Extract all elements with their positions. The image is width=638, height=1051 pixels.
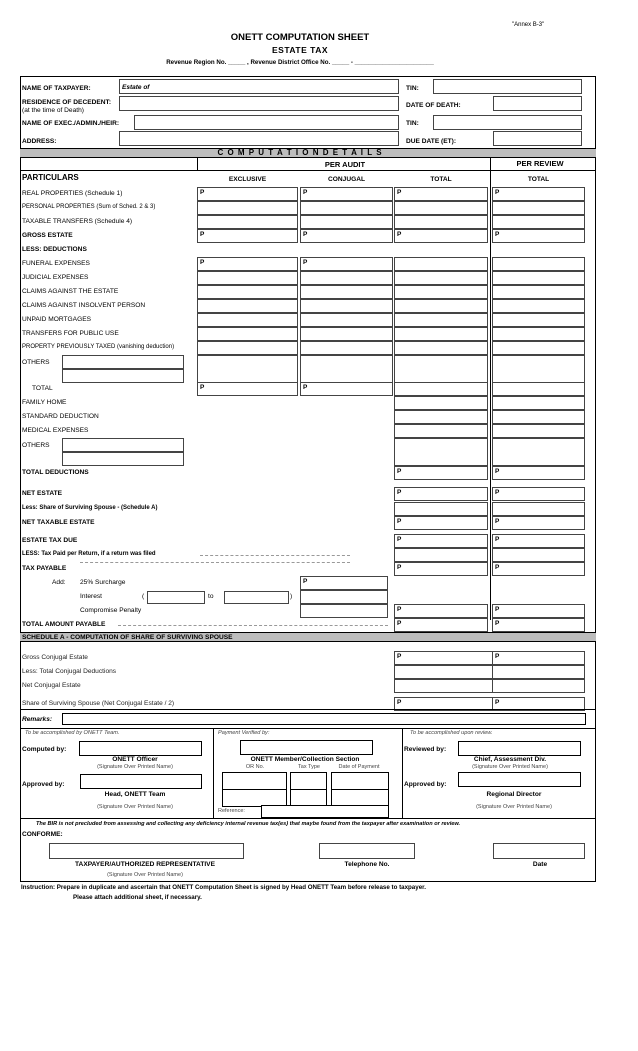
- row-label: TOTAL AMOUNT PAYABLE: [22, 621, 106, 628]
- others-field-2[interactable]: [62, 369, 184, 383]
- approved-by-2-field[interactable]: [458, 772, 581, 787]
- approved-by-field[interactable]: [80, 774, 202, 789]
- column-header-exclusive: EXCLUSIVE: [228, 176, 267, 183]
- schedule-row-label: Net Conjugal Estate: [22, 682, 81, 689]
- divider: [20, 818, 596, 819]
- row-label: TRANSFERS FOR PUBLIC USE: [22, 330, 119, 337]
- remarks-field[interactable]: [62, 713, 586, 725]
- amount-field-total[interactable]: [394, 299, 488, 313]
- amount-field-conjugal[interactable]: [300, 299, 393, 313]
- row-label: PROPERTY PREVIOUSLY TAXED (vanishing deduction): [22, 344, 175, 350]
- divider: [402, 728, 403, 818]
- others-field[interactable]: [62, 438, 184, 452]
- divider: [20, 709, 596, 710]
- director-label: Regional Director: [486, 791, 542, 798]
- amount-field-conjugal[interactable]: [300, 215, 393, 229]
- tax-type-label: Tax Type: [298, 764, 320, 770]
- amount-field-total[interactable]: P: [394, 516, 488, 530]
- onett-officer-label: ONETT Officer: [112, 756, 158, 763]
- amount-field-exclusive[interactable]: [197, 201, 298, 215]
- tin2-label: TIN:: [406, 120, 419, 127]
- reviewed-by-label: Reviewed by:: [404, 746, 447, 753]
- per-audit-header: PER AUDIT: [324, 160, 366, 169]
- amount-field-conjugal[interactable]: [300, 271, 393, 285]
- tax-type-field[interactable]: [290, 772, 327, 790]
- amount-field-review-total[interactable]: [492, 215, 585, 229]
- conforme-label: CONFORME:: [22, 831, 63, 838]
- dotted-leader: [200, 555, 350, 556]
- row-label: TAXABLE TRANSFERS (Schedule 4): [22, 218, 133, 225]
- amount-field-total[interactable]: [394, 424, 488, 438]
- row-label: UNPAID MORTGAGES: [22, 316, 91, 323]
- amount-field-conjugal[interactable]: [300, 341, 393, 355]
- amount-field-review-total[interactable]: [492, 313, 585, 327]
- amount-field-total[interactable]: P: [394, 466, 488, 480]
- paren-close: ): [290, 593, 293, 600]
- amount-field-total[interactable]: P: [394, 604, 488, 618]
- divider: [213, 728, 214, 818]
- column-header-total: TOTAL: [430, 176, 452, 183]
- amount-field-total[interactable]: [394, 201, 488, 215]
- amount-field-total[interactable]: P: [394, 534, 488, 548]
- schedule-amount-field[interactable]: [492, 665, 585, 679]
- amount-field-exclusive[interactable]: [197, 327, 298, 341]
- amount-field-exclusive[interactable]: [197, 215, 298, 229]
- amount-field-total[interactable]: [394, 410, 488, 424]
- amount-field-conjugal[interactable]: [300, 285, 393, 299]
- amount-field-review-total[interactable]: [492, 396, 585, 410]
- amount-field-review-total[interactable]: P: [492, 487, 585, 501]
- amount-field-conjugal[interactable]: [300, 590, 388, 604]
- amount-field-total[interactable]: [394, 271, 488, 285]
- region-line: Revenue Region No. _____ , Revenue District Office No. _____ - _______________________: [166, 59, 434, 66]
- divider: [20, 728, 596, 729]
- reference-field[interactable]: [261, 805, 389, 818]
- amount-field-total[interactable]: P: [394, 187, 488, 201]
- exec-label: NAME OF EXEC./ADMIN./HEIR:: [22, 120, 120, 127]
- signature-caption: (Signature Over Printed Name): [472, 764, 548, 770]
- review-note: To be accomplished upon review.: [410, 730, 493, 736]
- schedule-amount-field[interactable]: P: [394, 697, 494, 711]
- amount-field-total[interactable]: P: [394, 487, 488, 501]
- others-field[interactable]: [62, 355, 184, 369]
- form-subtitle: ESTATE TAX: [272, 45, 328, 55]
- amount-field-conjugal[interactable]: [300, 355, 393, 383]
- amount-field-exclusive[interactable]: [197, 355, 298, 383]
- computed-by-field[interactable]: [79, 741, 202, 756]
- signature-caption: (Signature Over Printed Name): [476, 804, 552, 810]
- amount-field-total[interactable]: [394, 341, 488, 355]
- amount-field-review-total[interactable]: P: [492, 618, 585, 632]
- row-label: PERSONAL PROPERTIES (Sum of Sched. 2 & 3): [22, 204, 156, 210]
- name-label: NAME OF TAXPAYER:: [22, 85, 91, 92]
- amount-field-exclusive[interactable]: [197, 341, 298, 355]
- date-field[interactable]: [493, 843, 585, 859]
- amount-field-total[interactable]: [394, 382, 488, 396]
- head-label: Head, ONETT Team: [104, 791, 166, 798]
- computed-by-label: Computed by:: [22, 746, 67, 753]
- amount-field-total[interactable]: P: [394, 562, 488, 576]
- row-label: LESS: Tax Paid per Return, if a return was filed: [22, 551, 156, 557]
- signature-caption: (Signature Over Printed Name): [107, 872, 183, 878]
- row-label: Interest: [80, 593, 102, 600]
- amount-field-exclusive[interactable]: P: [197, 382, 298, 396]
- date-payment-field[interactable]: [331, 772, 389, 790]
- amount-field-review-total[interactable]: [492, 502, 585, 516]
- schedule-row-label: Share of Surviving Spouse (Net Conjugal Estate / 2): [22, 700, 175, 707]
- add-label: Add:: [52, 579, 66, 586]
- or-no-label: OR No.: [245, 764, 265, 770]
- payment-verified-field[interactable]: [240, 740, 373, 755]
- reference-label: Reference:: [218, 808, 245, 814]
- amount-field-review-total[interactable]: [492, 327, 585, 341]
- amount-field-review-total[interactable]: P: [492, 516, 585, 530]
- signature-caption: (Signature Over Printed Name): [97, 804, 173, 810]
- address-label: ADDRESS:: [22, 138, 57, 145]
- row-label: Compromise Penalty: [80, 607, 142, 614]
- amount-field-total[interactable]: [394, 257, 488, 271]
- amount-field-total[interactable]: [394, 438, 488, 466]
- amount-field-review-total[interactable]: P: [492, 187, 585, 201]
- row-label: LESS: DEDUCTIONS: [22, 246, 87, 253]
- date-caption: Date: [532, 861, 548, 868]
- amount-field-review-total[interactable]: [492, 424, 585, 438]
- amount-field-total[interactable]: [394, 355, 488, 383]
- row-label: FUNERAL EXPENSES: [22, 260, 90, 267]
- interest-to-field[interactable]: [224, 591, 289, 604]
- interest-to-label: to: [208, 593, 214, 600]
- row-label: CLAIMS AGAINST INSOLVENT PERSON: [22, 302, 146, 309]
- amount-field-total[interactable]: [394, 215, 488, 229]
- or-no-field[interactable]: [222, 772, 287, 790]
- annex-label: "Annex B-3": [512, 22, 545, 28]
- divider: [490, 158, 491, 620]
- row-label: FAMILY HOME: [22, 399, 67, 406]
- amount-field-review-total[interactable]: [492, 548, 585, 562]
- residence-sublabel: (at the time of Death): [22, 107, 84, 114]
- amount-field-review-total[interactable]: P: [492, 604, 585, 618]
- amount-field-conjugal[interactable]: P: [300, 576, 388, 590]
- computation-title: C O M P U T A T I O N D E T A I L S: [217, 148, 383, 157]
- schedule-a-title: SCHEDULE A - COMPUTATION OF SHARE OF SURVIVING SPOUSE: [22, 634, 233, 641]
- row-label: NET ESTATE: [22, 490, 63, 497]
- amount-field-review-total[interactable]: [492, 438, 585, 466]
- reviewed-by-field[interactable]: [458, 741, 581, 756]
- row-label: ESTATE TAX DUE: [22, 537, 78, 544]
- interest-from-field[interactable]: [147, 591, 205, 604]
- row-label: OTHERS: [22, 359, 50, 366]
- amount-field-review-total[interactable]: P: [492, 229, 585, 243]
- amount-field-review-total[interactable]: [492, 355, 585, 383]
- amount-field-conjugal[interactable]: [300, 327, 393, 341]
- amount-field-conjugal[interactable]: P: [300, 229, 393, 243]
- amount-field-conjugal[interactable]: P: [300, 187, 393, 201]
- amount-field-conjugal[interactable]: P: [300, 257, 393, 271]
- amount-field-review-total[interactable]: [492, 285, 585, 299]
- others-field-2[interactable]: [62, 452, 184, 466]
- amount-field-total[interactable]: [394, 502, 488, 516]
- instruction-line-1: Instruction: Prepare in duplicate and ascertain that ONETT Computation Sheet is signed by Head ONETT Team before release to taxpayer.: [21, 884, 426, 891]
- amount-field-exclusive[interactable]: [197, 299, 298, 313]
- due-date-field[interactable]: [493, 131, 582, 146]
- row-label: Less: Share of Surviving Spouse - (Schedule A): [22, 505, 158, 511]
- row-label: REAL PROPERTIES (Schedule 1): [22, 190, 123, 197]
- amount-field-review-total[interactable]: [492, 257, 585, 271]
- amount-field-exclusive[interactable]: P: [197, 187, 298, 201]
- amount-field-review-total[interactable]: [492, 299, 585, 313]
- due-label: DUE DATE (ET):: [406, 138, 457, 145]
- amount-field-total[interactable]: P: [394, 229, 488, 243]
- divider: [20, 170, 596, 171]
- schedule-amount-field[interactable]: [492, 679, 585, 693]
- row-label: MEDICAL EXPENSES: [22, 427, 89, 434]
- schedule-row-label: Less: Total Conjugal Deductions: [22, 668, 117, 675]
- form-title: ONETT COMPUTATION SHEET: [230, 32, 370, 43]
- taxpayer-signature-field[interactable]: [49, 843, 244, 859]
- amount-field-conjugal[interactable]: [300, 201, 393, 215]
- amount-field-review-total[interactable]: P: [492, 562, 585, 576]
- payment-note: Payment Verified by:: [218, 730, 270, 736]
- amount-field-exclusive[interactable]: P: [197, 229, 298, 243]
- telephone-caption: Telephone No.: [344, 861, 390, 868]
- approved-by-2-label: Approved by:: [404, 781, 447, 788]
- schedule-amount-field[interactable]: [394, 679, 494, 693]
- member-label: ONETT Member/Collection Section: [250, 756, 360, 763]
- dotted-leader: [118, 625, 388, 626]
- column-header-review-total: TOTAL: [527, 176, 550, 183]
- amount-field-conjugal[interactable]: [300, 313, 393, 327]
- address-field[interactable]: [119, 131, 399, 146]
- team-note: To be accomplished by ONETT Team.: [25, 730, 120, 736]
- column-header-conjugal: CONJUGAL: [328, 176, 365, 183]
- executor-field[interactable]: [134, 115, 399, 130]
- schedule-amount-field[interactable]: P: [492, 697, 585, 711]
- amount-field-total[interactable]: P: [394, 618, 488, 632]
- amount-field-conjugal[interactable]: [300, 604, 388, 618]
- per-review-header: PER REVIEW: [516, 159, 564, 168]
- bir-note: The BIR is not precluded from assessing and collecting any deficiency internal revenue tax(es) that maybe found from the taxpayer after examination or review.: [36, 821, 461, 827]
- taxpayer-caption: TAXPAYER/AUTHORIZED REPRESENTATIVE: [75, 861, 215, 868]
- amount-field-review-total[interactable]: [492, 410, 585, 424]
- row-label: OTHERS: [22, 442, 50, 449]
- tin-label: TIN:: [406, 85, 419, 92]
- row-label: STANDARD DEDUCTION: [22, 413, 99, 420]
- divider: [197, 158, 198, 170]
- executor-tin-field[interactable]: [433, 115, 582, 130]
- schedule-amount-field[interactable]: P: [394, 651, 494, 665]
- signature-caption: (Signature Over Printed Name): [97, 764, 173, 770]
- amount-field-total[interactable]: [394, 396, 488, 410]
- amount-field-total[interactable]: [394, 313, 488, 327]
- remarks-label: Remarks:: [22, 716, 53, 723]
- amount-field-review-total[interactable]: [492, 201, 585, 215]
- telephone-field[interactable]: [319, 843, 415, 859]
- amount-field-review-total[interactable]: P: [492, 466, 585, 480]
- amount-field-exclusive[interactable]: [197, 285, 298, 299]
- amount-field-total[interactable]: [394, 285, 488, 299]
- date-payment-label: Date of Payment: [338, 764, 380, 770]
- amount-field-review-total[interactable]: [492, 382, 585, 396]
- amount-field-review-total[interactable]: P: [492, 534, 585, 548]
- schedule-amount-field[interactable]: [394, 665, 494, 679]
- amount-field-exclusive[interactable]: [197, 271, 298, 285]
- schedule-row-label: Gross Conjugal Estate: [22, 654, 88, 661]
- residence-field[interactable]: [119, 96, 399, 111]
- row-label: JUDICIAL EXPENSES: [22, 274, 89, 281]
- row-label: TAX PAYABLE: [22, 565, 67, 572]
- taxpayer-name-field[interactable]: Estate of: [119, 79, 399, 94]
- schedule-amount-field[interactable]: P: [492, 651, 585, 665]
- tin-field[interactable]: [433, 79, 582, 94]
- amount-field-conjugal[interactable]: P: [300, 382, 393, 396]
- paren-open: (: [142, 593, 145, 600]
- amount-field-exclusive[interactable]: P: [197, 257, 298, 271]
- amount-field-total[interactable]: [394, 548, 488, 562]
- row-label: CLAIMS AGAINST THE ESTATE: [22, 288, 119, 295]
- residence-label: RESIDENCE OF DECEDENT:: [22, 99, 112, 106]
- amount-field-total[interactable]: [394, 327, 488, 341]
- amount-field-exclusive[interactable]: [197, 313, 298, 327]
- row-label: NET TAXABLE ESTATE: [22, 519, 95, 526]
- row-label: GROSS ESTATE: [22, 232, 73, 239]
- row-label: TOTAL DEDUCTIONS: [22, 469, 89, 476]
- date-of-death-field[interactable]: [493, 96, 582, 111]
- row-label: 25% Surcharge: [80, 579, 126, 586]
- approved-by-label: Approved by:: [22, 781, 65, 788]
- amount-field-review-total[interactable]: [492, 271, 585, 285]
- death-label: DATE OF DEATH:: [406, 102, 461, 109]
- dotted-leader: [80, 562, 350, 563]
- amount-field-review-total[interactable]: [492, 341, 585, 355]
- row-label: TOTAL: [32, 385, 53, 392]
- chief-label: Chief, Assessment Div.: [473, 756, 547, 763]
- particulars-header: PARTICULARS: [22, 173, 79, 182]
- instruction-line-2: Please attach additional sheet, if necessary.: [73, 894, 202, 901]
